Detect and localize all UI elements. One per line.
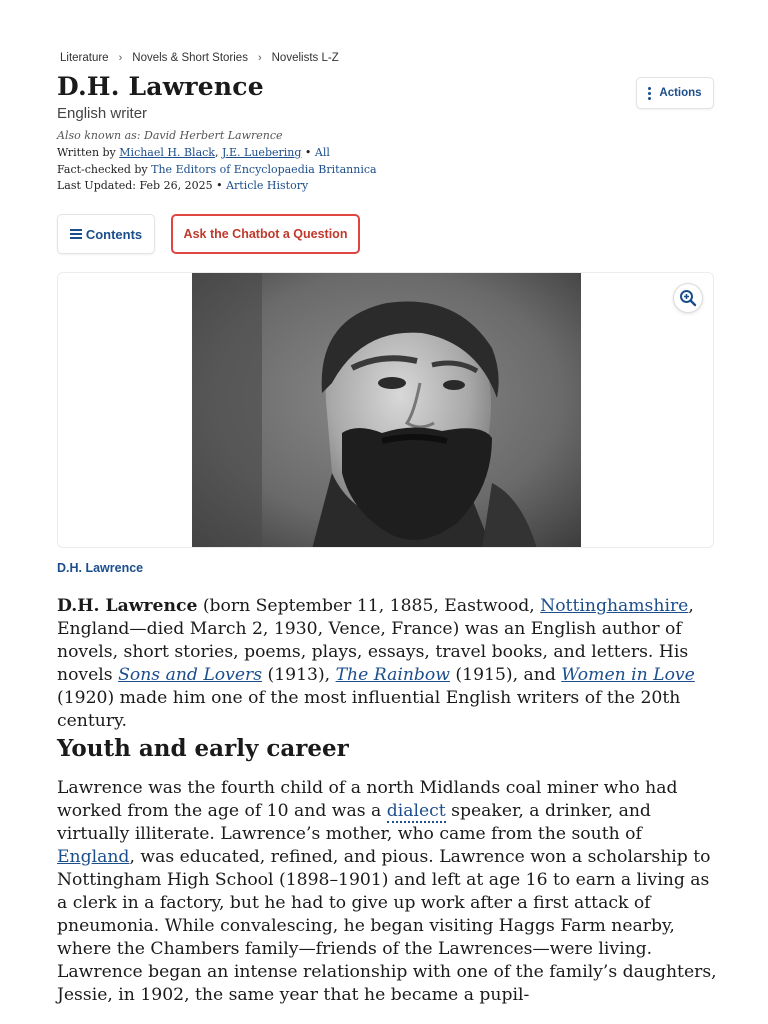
link-the-rainbow-title: The Rainbow — [335, 665, 450, 685]
link-sons-and-lovers[interactable] — [118, 665, 262, 685]
bullet-separator: • — [216, 179, 223, 192]
body-text: , was educated, refined, and pious. Lawrence won a scholarship to Nottingham High School (1898–1901) and left at age 16 to earn a living as a clerk in a factory, but he had to give up work after a first attack of pneumonia. While convalescing, he began visiting Haggs Farm nearby, where the Chambers family—friends of the Lawrences—were living. Lawrence began an intense relationship with one of the family’s daughters, Jessie, in 1902, the same year that he became a pupil- — [57, 847, 717, 1005]
zoom-button[interactable] — [673, 283, 703, 313]
chevron-right-icon: › — [257, 52, 262, 64]
lead-text: (1913), — [262, 665, 336, 685]
author-link-luebering[interactable]: J.E. Luebering — [221, 146, 302, 159]
actions-button[interactable] — [636, 77, 714, 109]
author-link-black[interactable]: Michael H. Black — [119, 146, 215, 159]
article-image-card — [57, 272, 714, 548]
link-the-rainbow[interactable] — [336, 665, 450, 685]
fact-checker-link[interactable]: The Editors of Encyclopaedia Britannica — [151, 163, 377, 176]
breadcrumb — [60, 52, 339, 64]
link-women-in-love-title: Women in Love — [561, 665, 695, 685]
also-known-as: Also known as: David Herbert Lawrence — [57, 129, 283, 142]
link-dialect[interactable]: dialect — [386, 801, 446, 821]
link-england[interactable]: England — [57, 847, 130, 867]
chevron-right-icon: › — [118, 52, 123, 64]
section-paragraph — [57, 777, 717, 1007]
last-updated-text: Last Updated: Feb 26, 2025 — [57, 179, 213, 192]
breadcrumb-novels-short-stories[interactable]: Novels & Short Stories — [132, 52, 248, 64]
lead-text: (1915), and — [449, 665, 562, 685]
page-title: D.H. Lawrence — [57, 72, 264, 101]
written-by-label: Written by — [57, 146, 116, 159]
body-text: speaker, a drinker, and virtually illiterate. Lawrence’s mother, who came from the south of — [57, 801, 651, 844]
zoom-in-icon — [679, 289, 697, 307]
section-heading: Youth and early career — [57, 735, 349, 762]
link-women-in-love[interactable] — [561, 665, 695, 685]
actions-label: Actions — [659, 87, 702, 99]
article-history-link[interactable]: Article History — [226, 179, 309, 192]
bullet-separator: • — [304, 146, 312, 159]
lead-text: (born September 11, 1885, Eastwood, — [197, 596, 541, 616]
image-caption-link[interactable]: D.H. Lawrence — [57, 561, 144, 575]
ask-chatbot-button[interactable]: Ask the Chatbot a Question — [171, 214, 360, 254]
last-updated-line — [57, 179, 308, 192]
fact-checked-line — [57, 163, 377, 176]
subject-name: D.H. Lawrence — [57, 596, 198, 616]
contents-button[interactable] — [57, 214, 155, 254]
lead-text: (1920) made him one of the most influential English writers of the 20th century. — [57, 688, 681, 731]
portrait-photo[interactable] — [192, 273, 581, 548]
fact-checked-label: Fact-checked by — [57, 163, 148, 176]
kebab-menu-icon — [648, 87, 651, 100]
link-nottinghamshire[interactable]: Nottinghamshire — [540, 596, 689, 616]
lead-text: , England—died March 2, 1930, Vence, France) was an English author of novels, short stories, poems, plays, essays, travel books, and letters. His novels — [57, 596, 694, 685]
all-authors-link[interactable]: All — [314, 146, 330, 159]
page-subtitle: English writer — [57, 105, 148, 122]
link-sons-and-lovers-title: Sons and Lovers — [118, 665, 263, 685]
written-by-line: Written by Michael H. Black, J.E. Luebering • All — [57, 146, 330, 159]
breadcrumb-literature[interactable]: Literature — [60, 52, 109, 64]
list-menu-icon — [70, 229, 82, 239]
body-text: Lawrence was the fourth child of a north Midlands coal miner who had worked from the age of 10 and was a — [57, 778, 678, 821]
article-tools — [57, 214, 360, 254]
lead-paragraph — [57, 595, 717, 733]
breadcrumb-novelists-l-z[interactable]: Novelists L-Z — [271, 52, 339, 64]
contents-label: Contents — [85, 226, 143, 242]
